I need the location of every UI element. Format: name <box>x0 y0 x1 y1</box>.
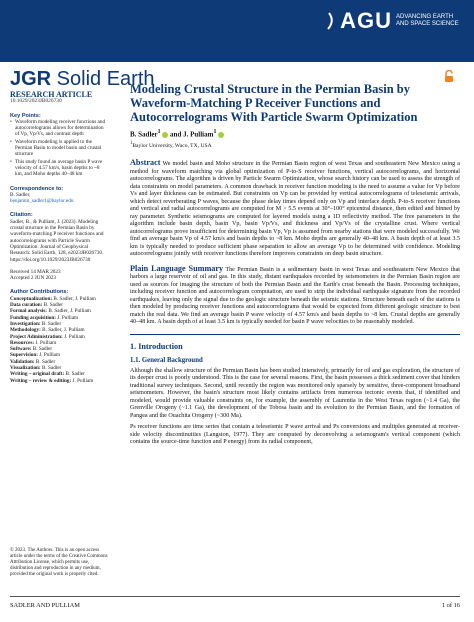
contribution-role: Funding acquisition: <box>10 314 56 321</box>
contribution-authors: B. Sadler, J. Pulliam <box>53 295 96 302</box>
footer-authors: SADLER AND PULLIAM <box>10 602 80 609</box>
body-paragraph: Although the shallow structure of the Permian Basin has been studied intensively, primarily for oil and gas exploration, the structure of its deeper crust is poorly understood. This is the case for several reasons. First, the basin possesses a thick sediment cover that hinders traditional survey techniques. Second, until recently the region was monitored only sparsely by sensitive, three-component broadband seismometers. However, the basin's structure most likely contains artifacts from numerous tectonic events that, if identified and modeled, would provide valuable constraints on, for example, the assembly of Laurentia in the West Texas region (~1.4 Ga), the Grenville Orogeny (~1.1 Ga), the development of the Tobosa basin and its evolution to the Permian Basin, and the formation of Pangea and the Ouachita Orogeny (~300 Ma). <box>130 367 460 419</box>
article-title: Modeling Crustal Structure in the Permian Basin by Waveform-Matching P Receiver Functions and Autocorrelograms With Particle Swarm Optimization <box>130 82 418 124</box>
journal-name-rest: Solid Earth <box>51 68 155 90</box>
plain-language-summary <box>130 265 460 327</box>
article-doi[interactable]: 10.1029/2023JB026730 <box>10 98 62 105</box>
license-notice: © 2023. The Authors. This is an open access article under the terms of the Creative Commons Attribution License, which permits use, distribution and reproduction in any medium, provided the original work is properly cited. <box>10 548 108 577</box>
contribution-authors: B. Sadler <box>43 302 64 309</box>
contribution-role: Writing – original draft: <box>10 371 65 378</box>
abstract-label: Abstract <box>130 158 161 168</box>
accepted-date: Accepted 2 JUN 2023 <box>10 275 56 282</box>
footer-rule <box>10 596 460 597</box>
affiliation-text: Baylor University, Waco, TX, USA <box>132 143 212 150</box>
agu-swoosh-icon <box>326 11 336 31</box>
section-divider <box>130 334 460 335</box>
contributions-heading: Author Contributions: <box>10 289 69 296</box>
affiliation: $^1$Baylor University, Waco, TX, USA <box>130 141 212 150</box>
publisher-banner <box>0 0 474 62</box>
agu-wordmark: AGU <box>340 8 392 33</box>
contribution-role: Formal analysis: <box>10 308 48 315</box>
body-paragraph: Ps receiver functions are time series that contain a teleseismic P wave arrival and Ps conversions and multiples generated at receiver-side velocity discontinuities (Langston, 1977). They are computed by deconvolving a seismogram's vertical component (which contains the source-time function and P energy) from its radial component, <box>130 424 460 446</box>
contribution-authors: B. Sadler, J. Pulliam <box>42 327 85 334</box>
key-point: • Waveform modeling receiver functions and autocorrelograms allows for determination of Vp, Vp/Vs, and contrast depth <box>10 119 108 138</box>
contribution-row <box>10 378 108 384</box>
orcid-icon[interactable] <box>162 132 168 138</box>
contribution-authors: B. Sadler <box>32 346 53 353</box>
contribution-role: Project Administration: <box>10 333 63 340</box>
key-point: • This study found an average basin P wave velocity of 4.57 km/s, basin depths to ~8 km, and Moho depths 40–48 km <box>10 159 108 178</box>
contribution-role: Methodology: <box>10 327 41 334</box>
orcid-icon[interactable] <box>218 132 224 138</box>
contribution-role: Investigation: <box>10 320 41 327</box>
pls-text: The Permian Basin is a sedimentary basin in west Texas and southeastern New Mexico that harbors a large reservoir of oil and gas. In this study, distant earthquakes recorded by seismometers in the Permian Basin region are used as sources for imaging the structure of both the Permian Basin and the Earth's crust beneath the Basin. Processing techniques, including receiver function and autocorrelogram computation, are used to strip the individual earthquake signature from the recorded earthquakes, leaving only the signal due to the geologic structure beneath the seismic stations. Structure beneath each of the stations is then modeled by producing receiver functions and autocorrelograms that would be expected from different geologic structure to best match the real data. We find an average basin P wave velocity of 4.57 km/s and basin depths to ~8 km. Crustal depths are generally 40–48 km. A basin depth of at least 3.5 km is typically needed for basin P wave velocities to be reasonably modeled. <box>130 266 460 326</box>
subsection-heading: 1.1. General Background <box>130 356 203 364</box>
open-access-lock-icon <box>444 70 454 82</box>
correspondence-heading: Correspondence to: <box>10 185 64 192</box>
contribution-authors: B. Sadler <box>35 358 56 365</box>
contribution-authors: B. Sadler <box>65 371 85 378</box>
contribution-role: Data curation: <box>10 302 43 309</box>
key-points-list <box>10 119 108 178</box>
contribution-authors: B. Sadler, J. Pulliam <box>48 308 91 315</box>
journal-name-bold: JGR <box>10 68 52 90</box>
key-point: • Waveform modeling is applied to the Permian Basin to model basin and crustal structure <box>10 139 108 158</box>
agu-tagline: ADVANCING EARTH AND SPACE SCIENCE <box>396 14 459 27</box>
contribution-authors: B. Sadler <box>41 320 62 327</box>
correspondence-email-link[interactable]: benjamin_sadler1@baylor.edu <box>10 198 74 205</box>
contribution-role: Validation: <box>10 358 35 365</box>
section-heading: 1. Introduction <box>130 341 183 351</box>
author-name[interactable]: J. Pulliam <box>183 130 214 139</box>
author-name[interactable]: B. Sadler <box>130 130 158 139</box>
contribution-role: Conceptualization: <box>10 295 53 302</box>
contribution-role: Software: <box>10 346 32 353</box>
author-line: B. Sadler$^1$ and J. Pulliam$^1$ <box>130 129 460 138</box>
article-main <box>130 82 460 447</box>
abstract-text: We model basin and Moho structure in the Permian Basin region of west Texas and southeastern New Mexico using a method for waveform matching via global optimization of P-to-S receiver functions, vertical autocorrelograms, and horizontal autocorrelograms. The algorithm is driven by Particle Swarm Optimization, whose search history can be used to assess the strength of data constraints on model parameters. A common drawback in receiver function modeling is the need to assume a value for Vp before Vs and layer thickness can be estimated. But constraints on Vp can be provided by vertical autocorrelograms of teleseismic arrivals, which detect reverberating P waves, because the phase delay times depend only on Vp and interface depth. P-to-S receiver functions and vertical and radial autocorrelograms are computed for M > 5.5 events at 30°–100° epicentral distance, then edited and binned by ray parameter. Synthetic seismograms are computed for layered models using a 1D reflectivity method. The free parameters in the algorithm include basin depth, basin Vp, basin Vp/Vs, and thickness and Vp/Vs of the crystalline crust. Where vertical autocorrelograms prove insufficient for determining basin Vp, Vp is assumed from nearby stations that were modeled successfully. We find an average basin Vp of 4.57 km/s and basin depths to ~8 km. Moho depths are generally 40–48 km. A basin depth of at least 3.5 km is typically needed to produce sufficient phase separation to allow an average Vp to be determined with confidence. Modeling autocorrelograms jointly with receiver functions therefore improves constraints on deep basin structure. <box>130 161 460 258</box>
citation-text: Sadler, B., & Pulliam, J. (2023). Modeling crustal structure in the Permian Basin by waveform-matching P receiver functions and autocorrelograms with Particle Swarm Optimization. Journal of Geophysical Research: Solid Earth, 128, e2023JB026730. https://doi.org/10.1029/2023JB026730 <box>10 218 104 263</box>
correspondence-name: B. Sadler, <box>10 191 31 198</box>
contribution-authors: B. Sadler <box>41 364 62 371</box>
footer-page-number: 1 of 16 <box>441 602 460 609</box>
contributions-list <box>10 296 108 384</box>
received-date: Received 14 MAR 2023 <box>10 268 61 275</box>
contribution-role: Visualization: <box>10 364 41 371</box>
citation-heading: Citation: <box>10 212 33 219</box>
agu-logo[interactable] <box>326 8 462 34</box>
article-type: RESEARCH ARTICLE <box>10 90 93 99</box>
contribution-role: Resources: <box>10 339 35 346</box>
contribution-authors: J. Pulliam <box>64 333 85 340</box>
key-points-heading: Key Points: <box>10 112 41 119</box>
abstract-block <box>130 159 460 259</box>
contribution-authors: J. Pulliam <box>35 339 57 346</box>
contribution-authors: J. Pulliam <box>72 377 94 384</box>
contribution-role: Writing – review & editing: <box>10 377 72 384</box>
pls-label: Plain Language Summary <box>130 263 224 273</box>
contribution-authors: J. Pulliam <box>57 314 79 321</box>
contribution-role: Supervision: <box>10 352 38 359</box>
contribution-authors: J. Pulliam <box>39 352 61 359</box>
article-sidebar <box>10 92 108 384</box>
